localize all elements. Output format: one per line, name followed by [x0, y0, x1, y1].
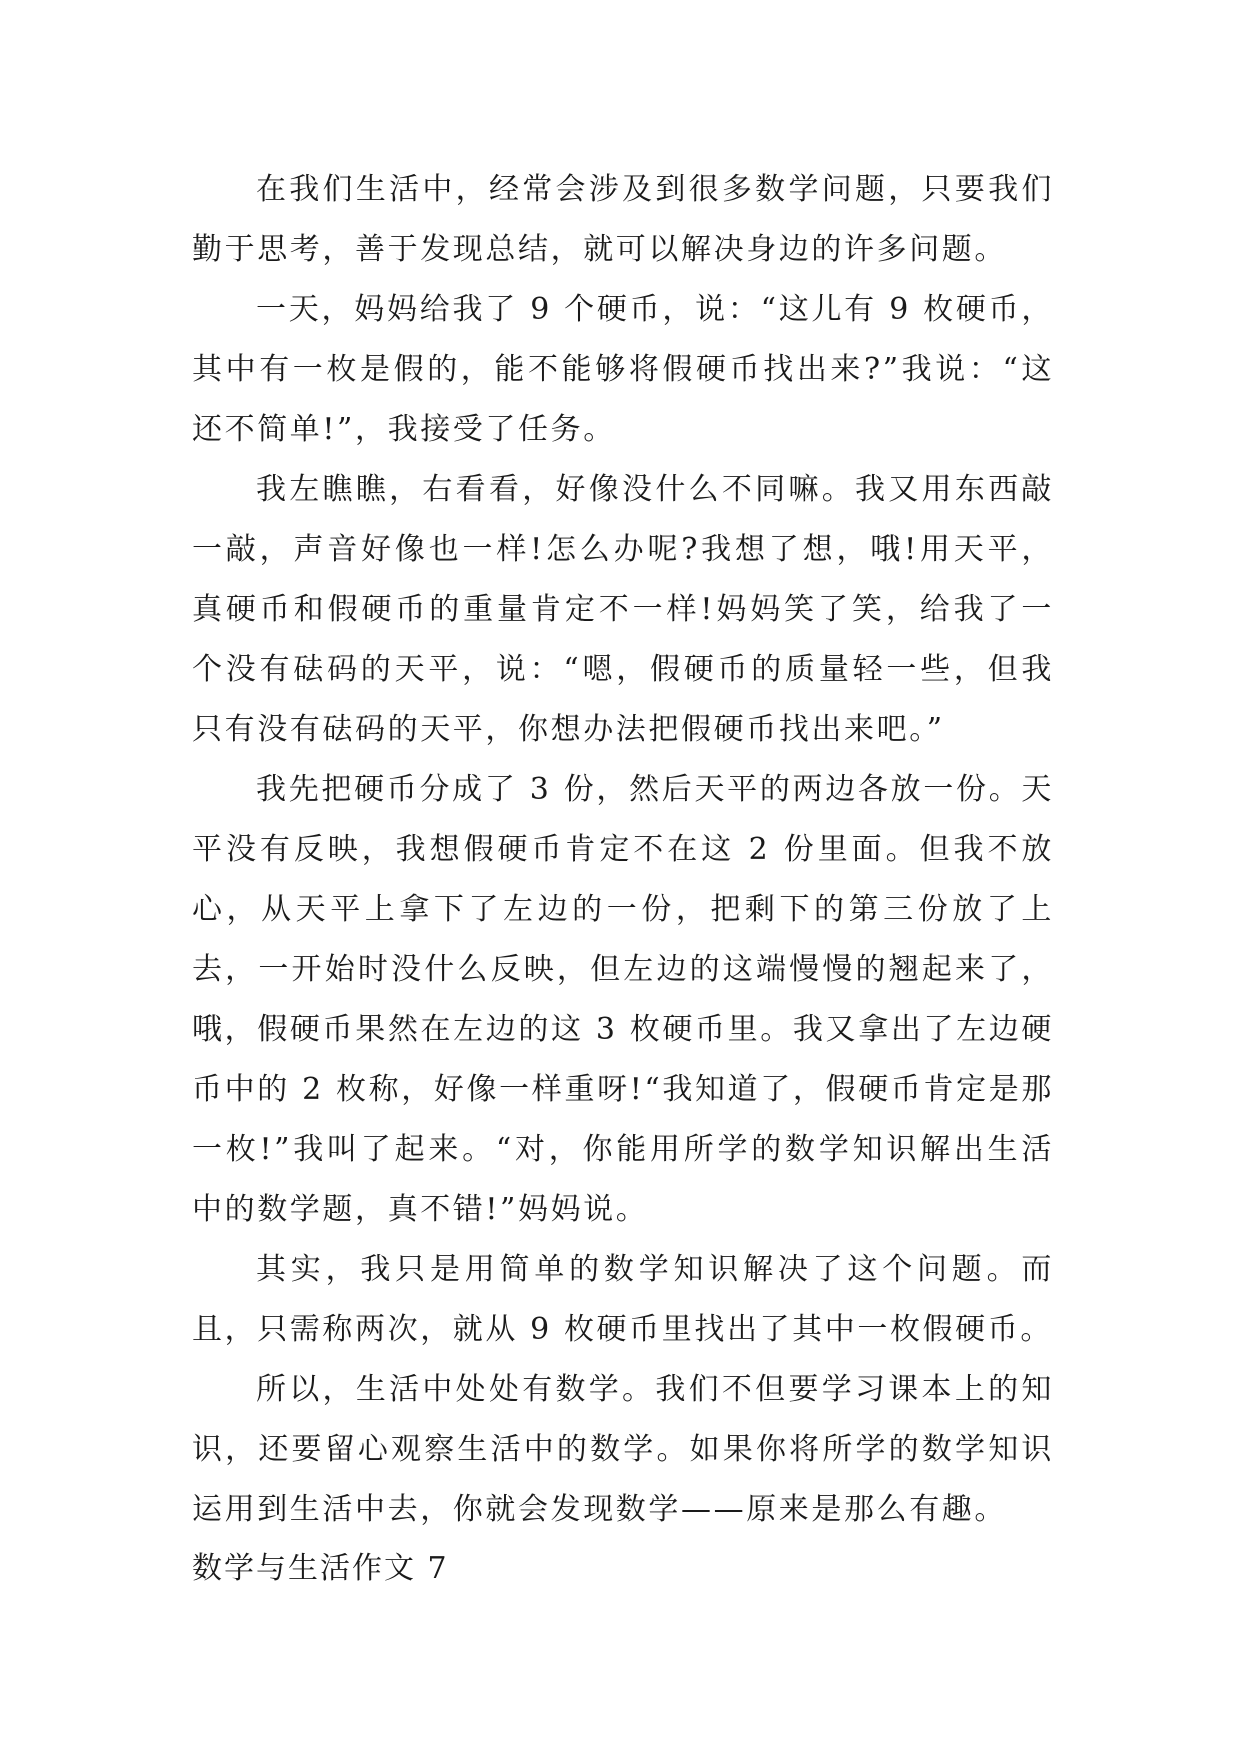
paragraph-weighing: 我先把硬币分成了 3 份，然后天平的两边各放一份。天平没有反映，我想假硬币肯定不在这 2 份里面。但我不放心，从天平上拿下了左边的一份，把剩下的第三份放了上去，一开始时没什么反映，但左边的这端慢慢的翘起来了，哦，假硬币果然在左边的这 3 枚硬币里。我又拿出了左边硬币中的 2 枚称，好像一样重呀!“我知道了，假硬币肯定是那一枚!”我叫了起来。“对，你能用所学的数学知识解出生活中的数学题，真不错!”妈妈说。	[192, 772, 1054, 1227]
section-heading: 数学与生活作文 7	[192, 1551, 449, 1586]
document-page	[192, 160, 1054, 1598]
paragraph-coins-task: 一天，妈妈给我了 9 个硬币，说：“这儿有 9 枚硬币，其中有一枚是假的，能不能够将假硬币找出来?”我说：“这还不简单!”，我接受了任务。	[192, 292, 1054, 447]
paragraph-conclusion: 所以，生活中处处有数学。我们不但要学习课本上的知识，还要留心观察生活中的数学。如果你将所学的数学知识运用到生活中去，你就会发现数学——原来是那么有趣。	[192, 1372, 1054, 1527]
paragraph-intro: 在我们生活中，经常会涉及到很多数学问题，只要我们勤于思考，善于发现总结，就可以解决身边的许多问题。	[192, 172, 1054, 267]
paragraph-summary: 其实，我只是用简单的数学知识解决了这个问题。而且，只需称两次，就从 9 枚硬币里找出了其中一枚假硬币。	[192, 1252, 1054, 1347]
paragraph-balance-idea: 我左瞧瞧，右看看，好像没什么不同嘛。我又用东西敲一敲，声音好像也一样!怎么办呢?我想了想，哦!用天平，真硬币和假硬币的重量肯定不一样!妈妈笑了笑，给我了一个没有砝码的天平，说：“嗯，假硬币的质量轻一些，但我只有没有砝码的天平，你想办法把假硬币找出来吧。”	[192, 472, 1054, 747]
